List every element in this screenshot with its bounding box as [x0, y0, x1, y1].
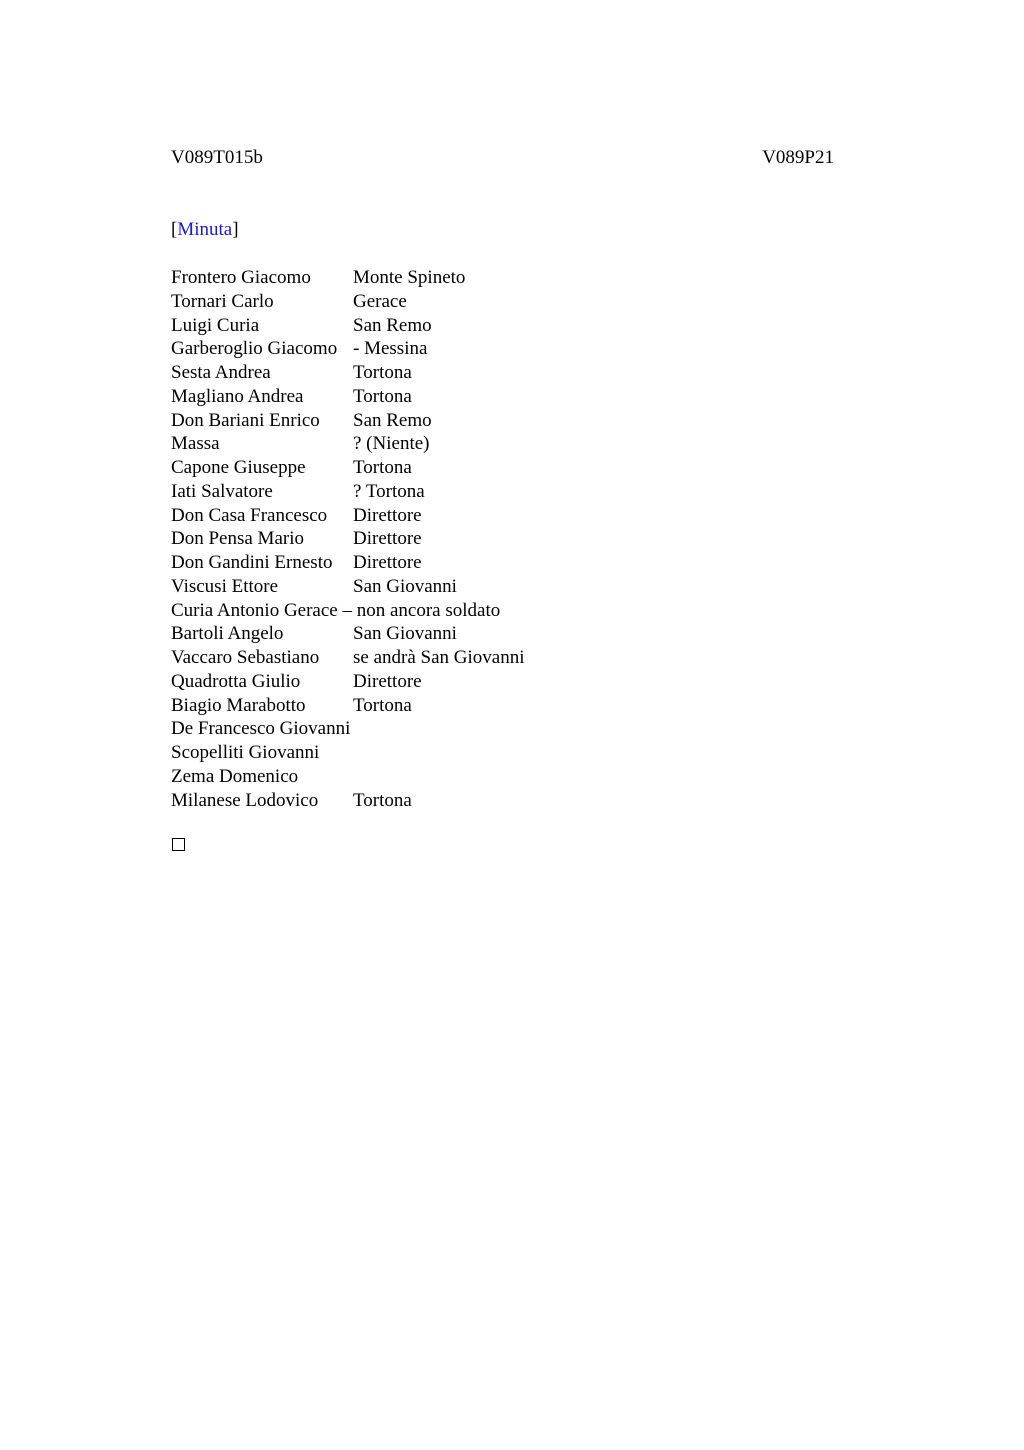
destination: - Messina: [353, 338, 428, 360]
person-name: Frontero Giacomo: [171, 267, 311, 288]
name-place-list: [171, 266, 771, 812]
person-name: Iati Salvatore: [171, 480, 273, 502]
destination: San Remo: [353, 314, 432, 336]
list-item: [171, 337, 771, 361]
destination: Tortona: [353, 457, 412, 478]
person-name: Don Gandini Ernesto: [171, 552, 333, 573]
list-item: [171, 432, 771, 456]
list-item: [171, 789, 771, 813]
person-name: Vaccaro Sebastiano: [171, 647, 320, 668]
person-name: Don Pensa Mario: [171, 528, 304, 550]
person-name: Don Casa Francesco: [171, 504, 328, 526]
list-item: [171, 409, 771, 433]
person-name: Zema Domenico: [171, 765, 299, 787]
person-name: Bartoli Angelo: [171, 623, 284, 645]
person-name: Garberoglio Giacomo: [171, 338, 338, 360]
list-item: [171, 314, 771, 338]
list-item: [171, 527, 771, 551]
list-item: [171, 575, 771, 599]
person-name: Quadrotta Giulio: [171, 670, 301, 692]
list-item: [171, 290, 771, 314]
list-item: [171, 622, 771, 646]
document-code: V089T015b: [171, 147, 263, 168]
person-name: Magliano Andrea: [171, 385, 304, 407]
destination: Direttore: [353, 528, 422, 550]
destination: San Giovanni: [353, 623, 457, 645]
destination: ? (Niente): [353, 433, 430, 455]
list-item: [171, 385, 771, 409]
person-name: Tornari Carlo: [171, 290, 274, 312]
minuta-close-bracket: ]: [232, 219, 239, 240]
person-name: Luigi Curia: [171, 314, 260, 336]
destination: Direttore: [353, 552, 422, 573]
list-item: [171, 266, 771, 290]
checkbox-empty-icon: [172, 838, 185, 851]
destination: San Remo: [353, 409, 432, 431]
minuta-label: [171, 218, 239, 242]
list-item: [171, 504, 771, 528]
destination: Tortona: [353, 362, 412, 383]
person-name: Viscusi Ettore: [171, 575, 279, 597]
list-item: [171, 646, 771, 670]
destination: Monte Spineto: [353, 267, 466, 288]
person-name: Sesta Andrea: [171, 362, 271, 383]
destination: Tortona: [353, 385, 412, 407]
list-item: [171, 456, 771, 480]
list-item: [171, 361, 771, 385]
list-item: [171, 670, 771, 694]
person-name: Massa: [171, 433, 220, 455]
person-name: Curia Antonio Gerace – non ancora soldato: [171, 599, 501, 621]
person-name: Scopelliti Giovanni: [171, 742, 320, 763]
page-code: V089P21: [762, 147, 834, 168]
destination: se andrà San Giovanni: [353, 647, 525, 668]
person-name: Don Bariani Enrico: [171, 409, 320, 431]
list-item: [171, 694, 771, 718]
minuta-open-bracket: [: [171, 219, 178, 240]
list-item: [171, 551, 771, 575]
destination: Direttore: [353, 670, 422, 692]
person-name: Milanese Lodovico: [171, 789, 319, 811]
minuta-link[interactable]: Minuta: [177, 219, 233, 240]
person-name: Biagio Marabotto: [171, 694, 306, 716]
destination: Tortona: [353, 694, 412, 716]
destination: Gerace: [353, 290, 407, 312]
list-item: [171, 480, 771, 504]
list-item: [171, 599, 771, 623]
person-name: Capone Giuseppe: [171, 457, 306, 478]
list-item: [171, 741, 771, 765]
person-name: De Francesco Giovanni: [171, 718, 351, 740]
destination: ? Tortona: [353, 480, 425, 502]
destination: Direttore: [353, 504, 422, 526]
destination: Tortona: [353, 789, 412, 811]
destination: San Giovanni: [353, 575, 457, 597]
list-item: [171, 765, 771, 789]
list-item: [171, 717, 771, 741]
